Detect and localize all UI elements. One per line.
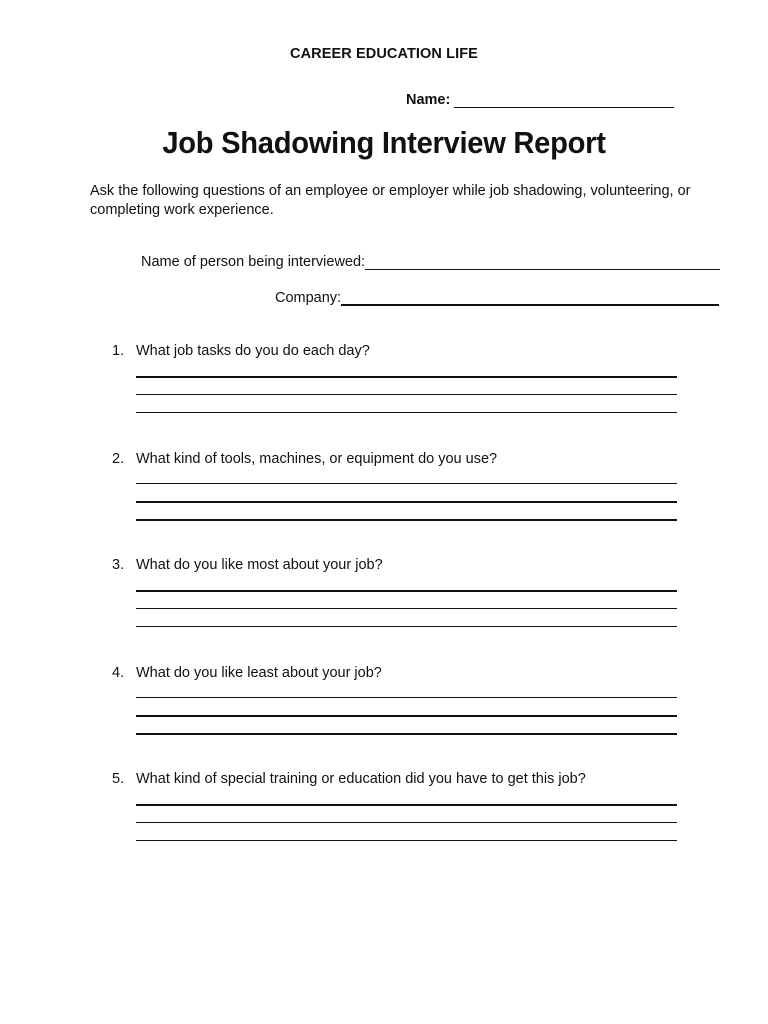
question-text: What kind of tools, machines, or equipment do you use? [136, 451, 498, 467]
question-3 [112, 557, 383, 573]
question-number: 1. [112, 343, 125, 359]
question-text: What do you like most about your job? [136, 557, 383, 573]
answer-line[interactable] [136, 608, 677, 609]
interviewee-blank-line[interactable] [365, 254, 720, 270]
answer-line[interactable] [136, 626, 677, 627]
company-label: Company: [275, 290, 342, 306]
interviewee-name-field [141, 254, 720, 270]
answer-line[interactable] [136, 394, 677, 395]
page-title: Job Shadowing Interview Report [162, 125, 606, 160]
answer-line[interactable] [136, 804, 677, 806]
interviewee-label: Name of person being interviewed: [141, 254, 366, 270]
answer-line[interactable] [136, 412, 677, 413]
answer-line[interactable] [136, 590, 677, 592]
instructions-paragraph: Ask the following questions of an employee or employer while job shadowing, volunteering, or completing work experience. [90, 183, 691, 218]
answer-line[interactable] [136, 715, 677, 717]
question-text: What kind of special training or education did you have to get this job? [136, 771, 586, 787]
question-1 [112, 343, 370, 359]
question-5 [112, 771, 586, 787]
question-2 [112, 451, 497, 467]
answer-line[interactable] [136, 733, 677, 735]
answer-line[interactable] [136, 840, 677, 841]
question-number: 4. [112, 665, 125, 681]
name-blank-line[interactable] [454, 92, 674, 108]
company-field [275, 289, 719, 306]
course-heading: CAREER EDUCATION LIFE [290, 46, 478, 62]
question-number: 2. [112, 451, 125, 467]
question-4 [112, 665, 382, 681]
name-label: Name: [406, 92, 451, 108]
question-number: 3. [112, 557, 125, 573]
answer-line[interactable] [136, 501, 677, 503]
answer-line[interactable] [136, 376, 677, 378]
student-name-field [406, 92, 674, 108]
question-text: What do you like least about your job? [136, 665, 382, 681]
answer-line[interactable] [136, 483, 677, 484]
company-blank-line[interactable] [341, 289, 719, 306]
question-number: 5. [112, 771, 125, 787]
answer-line[interactable] [136, 822, 677, 823]
answer-line[interactable] [136, 697, 677, 698]
answer-line[interactable] [136, 519, 677, 521]
question-text: What job tasks do you do each day? [136, 343, 370, 359]
